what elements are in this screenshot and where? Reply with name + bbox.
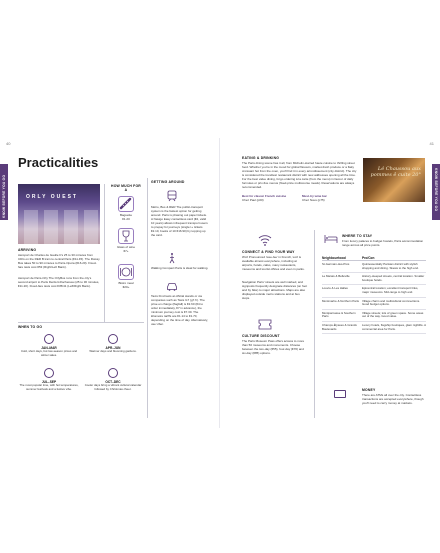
section-tab-label-left: KNOW BEFORE YOU GO — [2, 174, 6, 218]
section-tab-label-right: KNOW BEFORE YOU GO — [434, 168, 438, 212]
eating-text: The Paris dining scene has it all, from Michelin-starred haute cuisine to thrilling street food. Whether you're in the mood for global flavours, market-fresh produce or a flaky croissant hot from the oven, you'll find it in every arrondissement (city district). The city is considered the trendiest restaurant district with new addresses opening all the time. For the best value dining, forgo ordering à la carte (from the menu) in favour of daily formules or prix-fixe menus (fixed-price multicourse meals). Reservations are always recommended. — [242, 161, 357, 189]
money-icon — [334, 390, 346, 398]
price-bistro-value: €20+ — [122, 284, 130, 289]
getting-around-metro: Métro, Bus & RER The public-transport system is the fastest option for getting around. Paris is phasing out paper tickets. A Navigo Easy contactless card (€2, valid 10 years) allows infrequent transport users to prepay for journeys (single t+ tickets €2.10, books of 10 €16.90) by topping up the card. — [151, 205, 208, 237]
money-heading: MONEY — [362, 388, 376, 392]
eating-must-label-text: Must-try wine bar — [302, 194, 327, 198]
price-baguette-label: Baguette — [119, 213, 132, 217]
price-wine-label: Glass of wine — [116, 245, 135, 249]
baguette-icon — [118, 196, 134, 212]
walking-icon — [166, 252, 178, 264]
arriving-text-orly: Aéroport de Paris-Orly The OrlyBus runs from the city's second airport to Paris Denfert-Rochereau (25 to 30 minutes, €11.20). Fixed-fare taxis cost €35/41 (Left/Right Bank). — [18, 276, 100, 288]
snowflake-icon — [44, 334, 54, 344]
left-page — [0, 138, 220, 428]
table-row — [322, 322, 426, 334]
leaf-icon — [108, 368, 118, 378]
arriving-heading: ARRIVING — [18, 248, 37, 252]
table-cell-area: Champs-Élysées & Grands Boulevards — [322, 322, 357, 331]
table-header-neighbourhood: Neighbourhood — [322, 255, 346, 260]
table-cell-note: Epicentral location; excellent transport links, major museums. Mid-range to high end. — [362, 286, 419, 294]
pastry-sign: Lé Chaussou aux pommes ê cuite 20° — [370, 166, 421, 178]
table-cell-area: Le Marais & Belleville — [322, 274, 350, 279]
arriving-text-cdg: Aéroport de Charles de Gaulle It's 25 to 30 minutes from CDG on the RER B train to central Paris (€11.45). The Roissy Bus takes 50 to 90 minutes to Paris-Opéra (€16.20). Fixed-fare taxis cost €53 (Right/Left Bank). — [18, 253, 100, 269]
where-to-stay-intro: From luxury palaces to budget hostels, Paris accommodation range across all price points. — [342, 239, 424, 247]
flower-icon — [108, 334, 118, 344]
price-bistro-label: Bistro meal — [118, 281, 134, 285]
page-number-right: 41 — [429, 141, 434, 146]
guidebook-spread — [0, 138, 440, 428]
price-wine-value: €7+ — [123, 248, 129, 253]
when-to-go-heading: WHEN TO GO — [18, 325, 43, 329]
season-text-summer: The most popular time, with hot temperatures, summer festivals and a festive vibe. — [19, 383, 79, 391]
sun-icon — [44, 368, 54, 378]
table-row — [322, 310, 426, 322]
price-baguette — [108, 196, 144, 222]
plate-icon — [118, 264, 134, 280]
table-cell-area: Montmartre & Northern Paris — [322, 298, 359, 303]
table-row — [322, 261, 426, 273]
how-much-heading: HOW MUCH FOR A — [111, 184, 141, 192]
table-cell-area: Montparnasse & Southern Paris — [322, 310, 356, 319]
page-number-left: 40 — [6, 141, 11, 146]
price-bistro — [108, 264, 144, 290]
table-cell-area: Louvre & Les Halles — [322, 286, 348, 291]
eating-must-value: Chez Nous (p75) — [302, 198, 325, 202]
page-title: Practicalities — [18, 155, 99, 170]
price-wine — [108, 228, 144, 254]
ticket-icon — [258, 318, 272, 330]
table-cell-note: Village streets; lots of green space. Some areas out of the way. Good value. — [362, 310, 424, 319]
where-to-stay-heading: WHERE TO STAY — [342, 234, 373, 238]
eating-heading: EATING & DRINKING — [242, 156, 280, 160]
pastry-photo — [363, 158, 425, 202]
money-text: There are ATMs all over the city. Contactless transactions are accepted everywhere, though you'll need to carry money at markets. — [362, 393, 424, 405]
navigation-text: Navigation Paris' streets are well marked, and signposts frequently designate distances (on foot and by bike) to major attractions. Maps are also displayed outside metro stations and at bus stops. — [242, 280, 308, 300]
season-title-spring: APR–JUN — [105, 346, 121, 350]
table-cell-area: St-Germain-des-Prés — [322, 262, 350, 266]
season-text-spring: Warmer days and blooming gardens. — [89, 349, 137, 353]
season-title-autumn: OCT–DEC — [105, 380, 121, 384]
table-cell-note: Luxury hotels, flagship boutiques, glam nightlife. A commercial area for Paris. — [362, 322, 426, 331]
wine-glass-icon — [118, 228, 134, 244]
connect-heading: CONNECT & FIND YOUR WAY — [242, 250, 295, 254]
culture-heading: CULTURE DISCOUNT — [242, 334, 280, 338]
season-title-summer: JUL–SEP — [41, 380, 57, 384]
price-baguette-value: €1.20 — [122, 216, 130, 221]
getting-around-walking: Walking Compact Paris is ideal for walking. — [151, 266, 209, 270]
season-text-autumn: Cooler days bring a vibrant cultural calendar followed by Christmas cheer. — [84, 383, 142, 391]
train-icon — [166, 190, 178, 202]
culture-text: The Paris Museum Pass offers access to more than 50 museums and monuments. Choose between the two-day (€55), four-day (€70) and six-day (€85) options. — [242, 339, 305, 355]
wifi-text: Wi-fi Pronounced 'wee-fee' in French, wi-fi is available almost everywhere, including at airports, hotels, cafes, many restaurants, museums and tourist offices and even in parks. — [242, 255, 305, 271]
table-header-procon: Pro/Con — [362, 255, 375, 260]
table-row — [322, 285, 426, 297]
eating-best-value: Chez Paul (p00) — [242, 198, 264, 202]
wifi-icon — [258, 234, 272, 246]
airport-photo — [18, 184, 100, 244]
accommodation-table — [322, 255, 426, 334]
table-row — [322, 273, 426, 285]
season-text-winter: Cold, short days, but low-season prices and winter sales. — [20, 349, 78, 357]
table-cell-note: History-steeped streets, central location. Smaller boutique hotels. — [362, 274, 425, 282]
table-cell-note: Quintessentially Parisian district with stylish shopping and dining. Skews to the high end. — [362, 262, 419, 270]
table-row — [322, 298, 426, 310]
bed-icon — [324, 232, 338, 244]
taxi-icon — [166, 280, 178, 292]
getting-around-heading: GETTING AROUND — [151, 180, 185, 184]
table-cell-note: Village charm and multicultural connnections. Good budget options. — [362, 298, 420, 307]
eating-best-label-text: Best for classic French cuisine — [242, 194, 287, 198]
getting-around-taxis: Taxis Find taxis at official stands or via companies such as Taxis G7 (g7.fr). The prise en charge (flagfall) is €2.60 (€4 to order immediately, €7 in advance), the minimum journey cost is €7.30. The kilometre tariffs are €1.14 to €1.70, depending on the time of day. Alternatively, use Uber. — [151, 294, 208, 326]
season-title-winter: JAN–MAR — [41, 346, 57, 350]
photo-sign: ORLY OUEST — [26, 194, 78, 200]
right-page — [220, 138, 440, 428]
